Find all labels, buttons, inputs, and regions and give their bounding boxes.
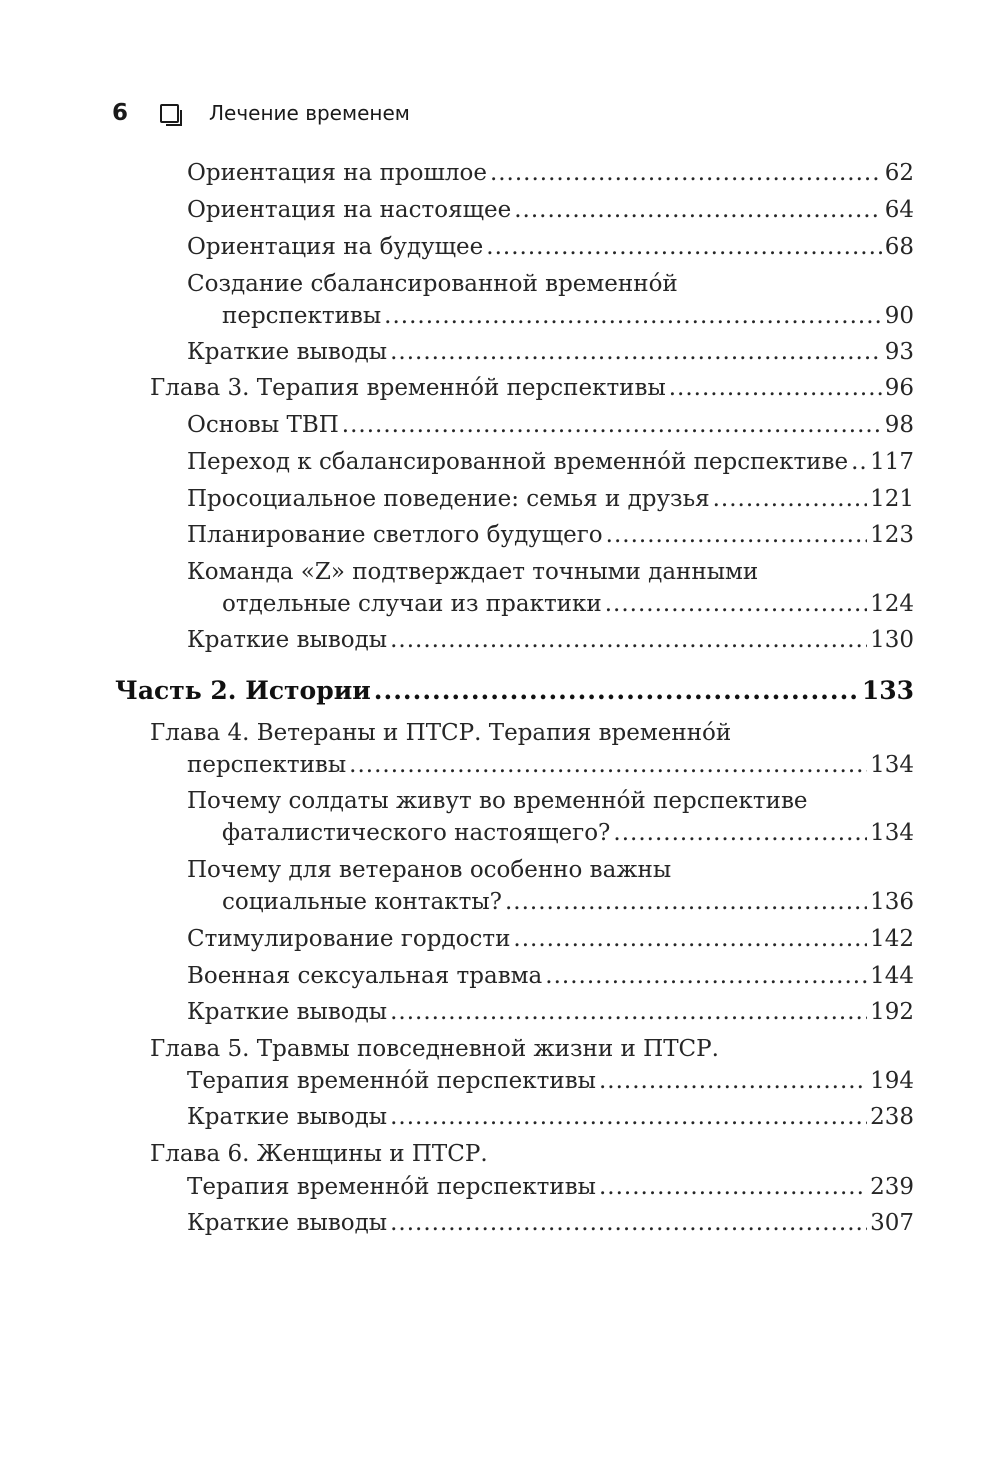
- toc-entry: [187, 999, 914, 1025]
- toc-entry-page: 96: [884, 375, 914, 401]
- toc-entry-title: Стимулирование гордости: [187, 926, 511, 952]
- toc-entry-page: 130: [870, 627, 914, 653]
- toc-entry-title: Военная сексуальная травма: [187, 963, 543, 989]
- toc-entry-page: 192: [870, 999, 914, 1025]
- toc-entry-page: 239: [870, 1174, 914, 1200]
- toc-entry: [187, 627, 914, 653]
- toc-entry-title-line1: Глава 4. Ветераны и ПТСР. Терапия временнóй: [150, 720, 732, 746]
- toc-chapter-entry: [187, 1174, 914, 1200]
- toc-chapter-entry: [187, 752, 914, 778]
- toc-entry: [187, 522, 914, 548]
- dot-leader: [490, 160, 882, 186]
- toc-entry: [187, 339, 914, 365]
- dot-leader: [384, 303, 882, 329]
- toc-entry-page: 93: [884, 339, 914, 365]
- toc-entry-title: Краткие выводы: [187, 627, 388, 653]
- toc-entry: [187, 449, 914, 475]
- toc-entry-title: Краткие выводы: [187, 999, 388, 1025]
- toc-entry-page: 117: [870, 449, 914, 475]
- toc-entry-title: Ориентация на будущее: [187, 234, 484, 260]
- toc-entry-title-line1: Глава 6. Женщины и ПТСР.: [150, 1141, 488, 1167]
- toc-entry: [187, 412, 914, 438]
- dot-leader: [390, 1210, 867, 1236]
- toc-entry-title: социальные контакты?: [222, 889, 502, 915]
- toc-part-entry: [115, 676, 914, 705]
- toc-entry-title: Краткие выводы: [187, 1210, 388, 1236]
- dot-leader: [669, 375, 882, 401]
- book-title: Лечение временем: [209, 101, 410, 125]
- checkbox-icon: [160, 104, 179, 123]
- toc-entry-title-line1: Команда «Z» подтверждает точными данными: [187, 559, 759, 585]
- dot-leader: [606, 522, 867, 548]
- dot-leader: [390, 339, 882, 365]
- toc-entry: [187, 1104, 914, 1130]
- toc-entry-page: 68: [884, 234, 914, 260]
- dot-leader: [390, 627, 867, 653]
- toc-entry: [187, 234, 914, 260]
- toc-entry-title-line1: Глава 5. Травмы повседневной жизни и ПТСР.: [150, 1036, 719, 1062]
- toc-entry: [222, 820, 914, 846]
- toc-entry-page: 134: [870, 820, 914, 846]
- dot-leader: [390, 1104, 867, 1130]
- toc-entry-page: 124: [870, 591, 914, 617]
- toc-entry-title: Ориентация на прошлое: [187, 160, 487, 186]
- toc-entry-title: Глава 3. Терапия временнóй перспективы: [150, 375, 666, 401]
- toc-entry-page: 123: [870, 522, 914, 548]
- toc-entry-title: перспективы: [222, 303, 382, 329]
- dot-leader: [599, 1174, 867, 1200]
- toc-entry: [222, 591, 914, 617]
- toc-entry-page: 136: [870, 889, 914, 915]
- running-header: [112, 100, 410, 126]
- toc-entry: [187, 963, 914, 989]
- toc-entry-title-line1: Почему солдаты живут во временнóй перспективе: [187, 788, 808, 814]
- toc-chapter-entry: [187, 1068, 914, 1094]
- toc-entry-title: Планирование светлого будущего: [187, 522, 603, 548]
- toc-entry-page: 62: [884, 160, 914, 186]
- toc-entry: [187, 197, 914, 223]
- toc-entry-page: 238: [870, 1104, 914, 1130]
- dot-leader: [342, 412, 882, 438]
- dot-leader: [613, 820, 867, 846]
- page-number: 6: [112, 100, 129, 126]
- toc-entry-title: Терапия временнóй перспективы: [187, 1068, 596, 1094]
- dot-leader: [605, 591, 867, 617]
- toc-entry-page: 144: [870, 963, 914, 989]
- toc-entry-page: 307: [870, 1210, 914, 1236]
- toc-entry-title: Часть 2. Истории: [115, 676, 371, 705]
- toc-entry-title: перспективы: [187, 752, 347, 778]
- dot-leader: [513, 926, 867, 952]
- toc-entry-title: Краткие выводы: [187, 1104, 388, 1130]
- dot-leader: [374, 676, 859, 705]
- dot-leader: [505, 889, 867, 915]
- dot-leader: [713, 486, 867, 512]
- toc-entry-title: Терапия временнóй перспективы: [187, 1174, 596, 1200]
- toc-entry-title: Краткие выводы: [187, 339, 388, 365]
- toc-entry-title-line1: Создание сбалансированной временнóй: [187, 271, 678, 297]
- dot-leader: [851, 449, 867, 475]
- dot-leader: [514, 197, 882, 223]
- toc-entry-title: Просоциальное поведение: семья и друзья: [187, 486, 710, 512]
- dot-leader: [349, 752, 867, 778]
- toc-entry-title: фаталистического настоящего?: [222, 820, 611, 846]
- toc-chapter-entry: [150, 375, 914, 401]
- toc-entry: [187, 1210, 914, 1236]
- dot-leader: [545, 963, 867, 989]
- toc-entry-title: Основы ТВП: [187, 412, 339, 438]
- toc-entry-page: 98: [884, 412, 914, 438]
- toc-entry-page: 134: [870, 752, 914, 778]
- toc-entry-page: 64: [884, 197, 914, 223]
- toc-entry-title: Переход к сбалансированной временнóй перспективе: [187, 449, 849, 475]
- toc-entry-page: 90: [884, 303, 914, 329]
- toc-entry-title: отдельные случаи из практики: [222, 591, 602, 617]
- toc-entry: [187, 486, 914, 512]
- toc-entry-page: 121: [870, 486, 914, 512]
- dot-leader: [599, 1068, 867, 1094]
- dot-leader: [390, 999, 867, 1025]
- toc-entry-page: 142: [870, 926, 914, 952]
- dot-leader: [486, 234, 881, 260]
- toc-entry: [187, 160, 914, 186]
- toc-entry-page: 133: [861, 676, 914, 705]
- toc-entry-title-line1: Почему для ветеранов особенно важны: [187, 857, 672, 883]
- toc-entry: [187, 926, 914, 952]
- toc-entry-page: 194: [870, 1068, 914, 1094]
- toc-entry: [222, 889, 914, 915]
- toc-entry-title: Ориентация на настоящее: [187, 197, 512, 223]
- toc-entry: [222, 303, 914, 329]
